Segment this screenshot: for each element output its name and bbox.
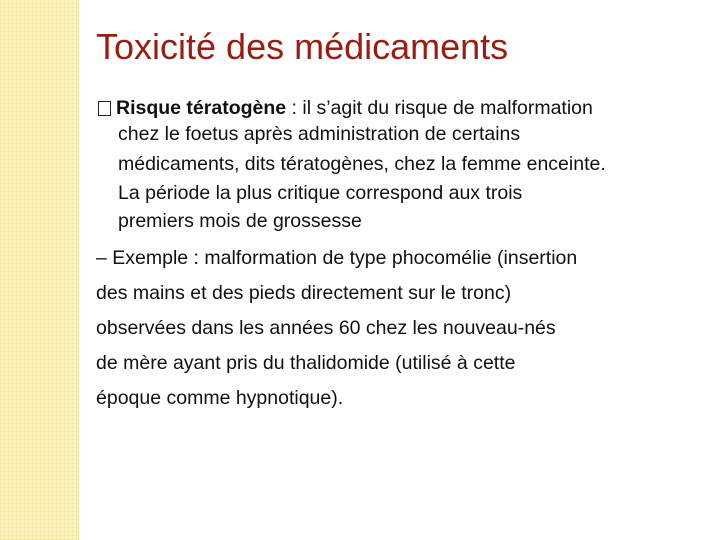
example-line: de mère ayant pris du thalidomide (utilisé à cette — [96, 352, 516, 374]
decorative-side-strip — [0, 0, 78, 540]
bullet-line: La période la plus critique correspond aux trois — [118, 182, 523, 204]
bullet-first-line — [98, 96, 593, 120]
example-line: époque comme hypnotique). — [96, 387, 344, 409]
bullet-line: premiers mois de grossesse — [118, 210, 362, 232]
example-line: des mains et des pieds directement sur le tronc) — [96, 282, 512, 304]
example-line: – Exemple : malformation de type phocomélie (insertion — [96, 247, 578, 269]
bullet-line: médicaments, dits tératogènes, chez la femme enceinte. — [118, 153, 606, 175]
bullet-definition-start: : il s’agit du risque de malformation — [286, 97, 593, 119]
bullet-line: chez le foetus après administration de certains — [118, 123, 521, 145]
slide-title: Toxicité des médicaments — [96, 26, 509, 67]
side-strip-border — [78, 0, 79, 540]
bullet-term: Risque tératogène — [116, 97, 287, 119]
example-line: observées dans les années 60 chez les nouveau-nés — [96, 317, 556, 339]
box-bullet-icon — [98, 101, 111, 116]
